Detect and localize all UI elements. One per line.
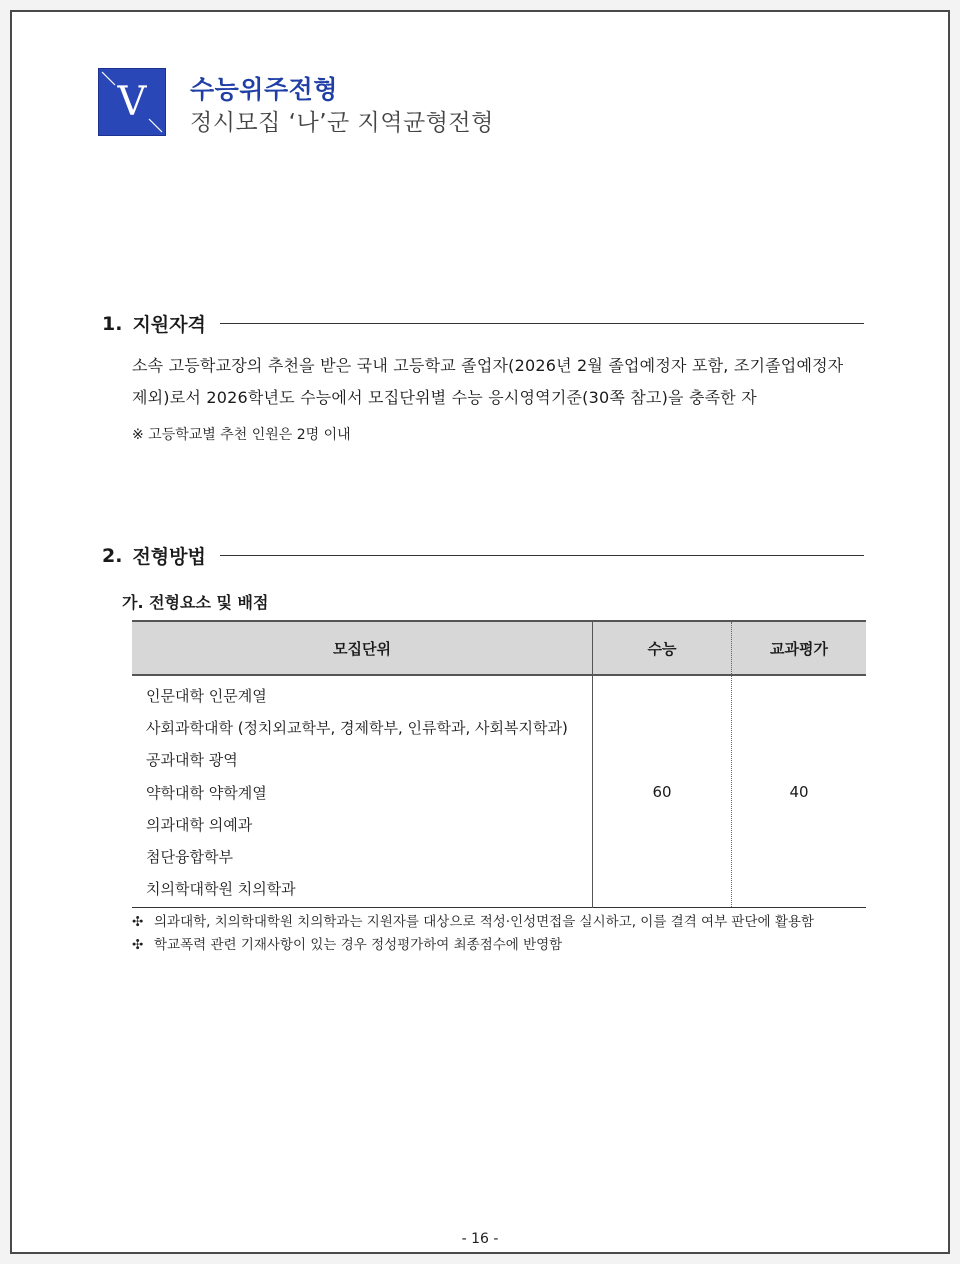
note-text: 학교폭력 관련 기재사항이 있는 경우 정성평가하여 최종점수에 반영함 bbox=[154, 937, 563, 953]
eligibility-line-1: 소속 고등학교장의 추천을 받은 국내 고등학교 졸업자(2026년 2월 졸업예정자 포함, 조기졸업예정자 bbox=[132, 356, 844, 375]
unit-list bbox=[132, 675, 593, 908]
unit-item: 치의학대학원 치의학과 bbox=[146, 880, 296, 899]
eligibility-line-2: 제외)로서 2026학년도 수능에서 모집단위별 수능 응시영역기준(30쪽 참고)을 충족한 자 bbox=[132, 388, 757, 407]
unit-item: 공과대학 광역 bbox=[146, 751, 238, 770]
table-note bbox=[132, 933, 562, 953]
section-2-title: 전형방법 bbox=[132, 546, 206, 568]
note-bullet-icon: ✣ bbox=[132, 914, 144, 930]
subheading-elements: 가. 전형요소 및 배점 bbox=[122, 593, 269, 612]
unit-item: 인문대학 인문계열 bbox=[146, 687, 267, 705]
suneung-score: 60 bbox=[593, 675, 732, 908]
section-2-rule bbox=[220, 555, 864, 556]
unit-item: 사회과학대학 (정치외교학부, 경제학부, 인류학과, 사회복지학과) bbox=[146, 719, 568, 738]
unit-item: 첨단융합학부 bbox=[146, 847, 233, 866]
eligibility-text bbox=[132, 350, 866, 414]
section-2-number: 2. bbox=[102, 544, 123, 567]
chapter-badge bbox=[98, 68, 166, 136]
unit-item: 의과대학 의예과 bbox=[146, 815, 253, 834]
header-gyogwa: 교과평가 bbox=[732, 621, 867, 675]
section-2-heading bbox=[102, 542, 864, 569]
section-1-title: 지원자격 bbox=[132, 314, 206, 336]
section-1-number: 1. bbox=[102, 312, 123, 335]
section-1-heading bbox=[102, 310, 864, 337]
table-header-row bbox=[132, 621, 866, 675]
chapter-numeral: V bbox=[117, 79, 147, 125]
gyogwa-score: 40 bbox=[732, 675, 867, 908]
section-1-rule bbox=[220, 323, 864, 324]
note-bullet-icon: ✣ bbox=[132, 937, 144, 953]
header-suneung: 수능 bbox=[593, 621, 732, 675]
chapter-title: 수능위주전형 bbox=[190, 75, 338, 104]
table-note bbox=[132, 910, 814, 930]
table-row bbox=[132, 675, 866, 908]
chapter-subtitle: 정시모집 ‘나’군 지역균형전형 bbox=[190, 110, 494, 136]
note-text: 의과대학, 치의학대학원 치의학과는 지원자를 대상으로 적성·인성면접을 실시하고, 이를 결격 여부 판단에 활용함 bbox=[154, 914, 814, 930]
page-number: - 16 - bbox=[461, 1231, 499, 1247]
unit-item: 약학대학 약학계열 bbox=[146, 783, 267, 802]
header-unit: 모집단위 bbox=[132, 621, 593, 675]
score-table bbox=[132, 620, 866, 908]
recommendation-note: ※ 고등학교별 추천 인원은 2명 이내 bbox=[132, 427, 351, 443]
document-page bbox=[10, 10, 950, 1254]
